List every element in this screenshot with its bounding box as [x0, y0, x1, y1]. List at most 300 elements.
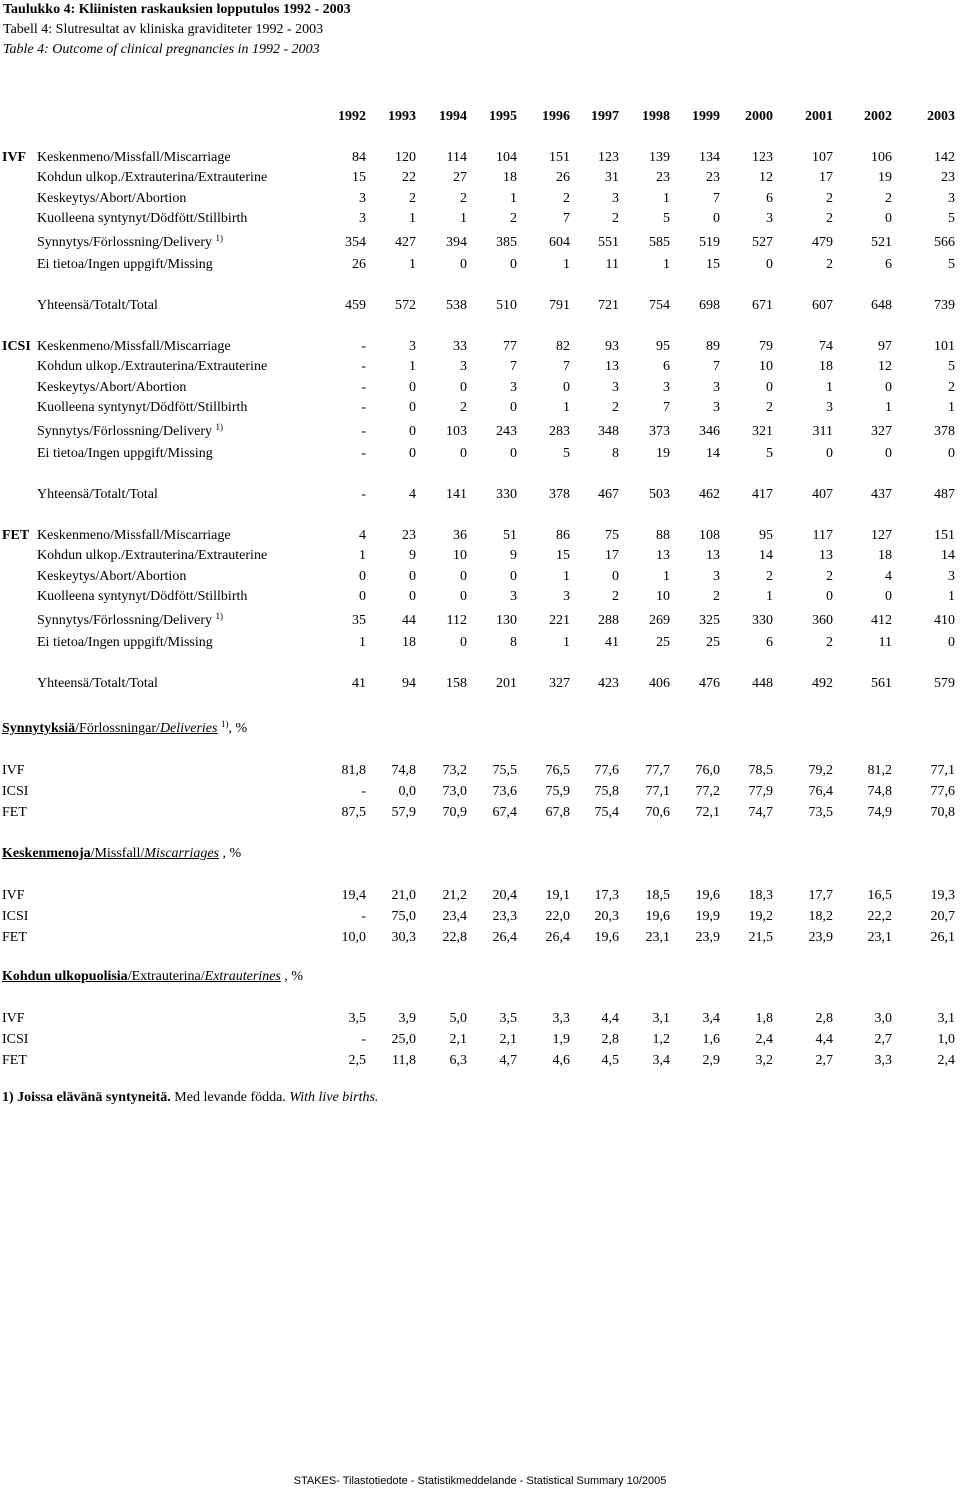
- cell-1992: 0: [359, 589, 366, 604]
- cell-1999: 7: [713, 191, 720, 206]
- row-label-text: Keskeytys/Abort/Abortion: [37, 380, 187, 395]
- cell-1993: 0: [409, 569, 416, 584]
- year-header: 1998: [642, 109, 670, 124]
- percent-row: [0, 1051, 960, 1071]
- cell-1995: 0: [510, 257, 517, 272]
- total-row: [0, 296, 960, 316]
- cell-1992: -: [361, 424, 366, 439]
- percent-cell-2000: 19,2: [748, 909, 773, 924]
- row-label: [37, 168, 267, 188]
- percent-cell-1999: 23,9: [695, 930, 720, 945]
- percent-cell-1996: 76,5: [545, 763, 570, 778]
- percent-cell-1996: 19,1: [545, 888, 570, 903]
- cell-1996: 1: [563, 257, 570, 272]
- cell-1997: 288: [598, 613, 619, 628]
- cell-2001: 0: [826, 589, 833, 604]
- total-cell-1998: 406: [649, 676, 670, 691]
- cell-1998: 95: [656, 339, 670, 354]
- table-row: [0, 209, 960, 229]
- total-cell-2003: 739: [934, 298, 955, 313]
- cell-1998: 3: [663, 380, 670, 395]
- percent-cell-2000: 21,5: [748, 930, 773, 945]
- cell-2000: 12: [759, 170, 773, 185]
- total-cell-1993: 94: [402, 676, 416, 691]
- year-header: 2000: [745, 109, 773, 124]
- cell-2003: 14: [941, 548, 955, 563]
- percent-cell-2002: 74,9: [867, 805, 892, 820]
- percent-cell-1993: 57,9: [391, 805, 416, 820]
- cell-1996: 86: [556, 528, 570, 543]
- cell-1993: 1: [409, 211, 416, 226]
- cell-2003: 142: [934, 150, 955, 165]
- cell-1993: 18: [402, 635, 416, 650]
- cell-1993: 0: [409, 589, 416, 604]
- percent-cell-1998: 77,7: [645, 763, 670, 778]
- cell-1995: 0: [510, 446, 517, 461]
- cell-1994: 394: [446, 235, 467, 250]
- total-cell-2001: 407: [812, 487, 833, 502]
- year-header: 2002: [864, 109, 892, 124]
- percent-cell-1993: 74,8: [391, 763, 416, 778]
- cell-1999: 23: [706, 170, 720, 185]
- cell-1999: 25: [706, 635, 720, 650]
- percent-cell-1998: 1,2: [652, 1032, 670, 1047]
- cell-2000: 527: [752, 235, 773, 250]
- heading-sv: /Extrauterina/: [127, 969, 205, 984]
- percent-cell-1996: 67,8: [545, 805, 570, 820]
- heading-sv: /Förlossningar/: [75, 721, 160, 736]
- cell-2001: 1: [826, 380, 833, 395]
- table-row: [0, 357, 960, 377]
- cell-1992: -: [361, 359, 366, 374]
- cell-1993: 3: [409, 339, 416, 354]
- cell-2003: 0: [948, 635, 955, 650]
- cell-2001: 360: [812, 613, 833, 628]
- cell-1998: 7: [663, 400, 670, 415]
- cell-2001: 2: [826, 635, 833, 650]
- cell-1993: 1: [409, 359, 416, 374]
- footnote-marker: 1): [220, 719, 229, 729]
- cell-1999: 325: [699, 613, 720, 628]
- cell-1997: 3: [612, 380, 619, 395]
- cell-1993: 0: [409, 446, 416, 461]
- table-row: [0, 398, 960, 418]
- percent-cell-1997: 17,3: [594, 888, 619, 903]
- total-label: Yhteensä/Totalt/Total: [37, 487, 158, 502]
- cell-1993: 44: [402, 613, 416, 628]
- cell-1997: 17: [605, 548, 619, 563]
- cell-2002: 11: [878, 635, 892, 650]
- total-cell-2003: 579: [934, 676, 955, 691]
- cell-2000: 2: [766, 569, 773, 584]
- percent-cell-1997: 19,6: [594, 930, 619, 945]
- percent-cell-1998: 23,1: [645, 930, 670, 945]
- cell-2003: 5: [948, 257, 955, 272]
- cell-1996: 1: [563, 569, 570, 584]
- percent-row: [0, 1030, 960, 1050]
- table-row: [0, 633, 960, 653]
- cell-1994: 0: [460, 635, 467, 650]
- row-label-text: Kohdun ulkop./Extrauterina/Extrauterine: [37, 548, 268, 563]
- cell-1995: 77: [503, 339, 517, 354]
- percent-cell-1994: 23,4: [442, 909, 467, 924]
- row-label-text: Keskenmeno/Missfall/Miscarriage: [37, 339, 231, 354]
- percent-cell-1992: -: [361, 909, 366, 924]
- footnote-marker: 1): [215, 611, 224, 621]
- cell-2002: 521: [871, 235, 892, 250]
- row-label-text: Keskeytys/Abort/Abortion: [37, 569, 187, 584]
- cell-2001: 2: [826, 191, 833, 206]
- cell-1995: 18: [503, 170, 517, 185]
- cell-1997: 2: [612, 400, 619, 415]
- percent-cell-1996: 26,4: [545, 930, 570, 945]
- cell-1994: 10: [453, 548, 467, 563]
- year-header: 1996: [542, 109, 570, 124]
- cell-1994: 103: [446, 424, 467, 439]
- cell-1994: 2: [460, 191, 467, 206]
- cell-1992: -: [361, 380, 366, 395]
- cell-1994: 0: [460, 569, 467, 584]
- cell-1999: 0: [713, 211, 720, 226]
- cell-1994: 0: [460, 446, 467, 461]
- cell-2000: 2: [766, 400, 773, 415]
- total-cell-1992: -: [361, 487, 366, 502]
- percent-cell-1999: 1,6: [702, 1032, 720, 1047]
- heading-fi: Keskenmenoja: [2, 846, 91, 861]
- cell-1998: 269: [649, 613, 670, 628]
- table-row: [0, 148, 960, 168]
- cell-1999: 3: [713, 400, 720, 415]
- total-row: [0, 485, 960, 505]
- cell-1999: 15: [706, 257, 720, 272]
- cell-2000: 0: [766, 380, 773, 395]
- cell-1994: 0: [460, 380, 467, 395]
- percent-cell-1993: 25,0: [391, 1032, 416, 1047]
- cell-1996: 0: [563, 380, 570, 395]
- percent-cell-2001: 79,2: [808, 763, 833, 778]
- cell-1993: 23: [402, 528, 416, 543]
- percent-cell-2002: 23,1: [867, 930, 892, 945]
- cell-2001: 2: [826, 257, 833, 272]
- percent-cell-1998: 70,6: [645, 805, 670, 820]
- cell-1992: 1: [359, 548, 366, 563]
- percent-cell-1994: 21,2: [442, 888, 467, 903]
- cell-2001: 2: [826, 569, 833, 584]
- total-cell-1999: 698: [699, 298, 720, 313]
- cell-2003: 378: [934, 424, 955, 439]
- total-cell-1997: 467: [598, 487, 619, 502]
- percent-row-label: ICSI: [2, 784, 29, 799]
- percent-cell-1996: 3,3: [552, 1011, 570, 1026]
- total-cell-1995: 510: [496, 298, 517, 313]
- percent-cell-1993: 75,0: [391, 909, 416, 924]
- cell-1998: 585: [649, 235, 670, 250]
- cell-1996: 221: [549, 613, 570, 628]
- cell-1997: 31: [605, 170, 619, 185]
- total-cell-2003: 487: [934, 487, 955, 502]
- table-title-sv: Tabell 4: Slutresultat av kliniska graviditeter 1992 - 2003: [3, 22, 324, 37]
- row-label-text: Ei tietoa/Ingen uppgift/Missing: [37, 635, 213, 650]
- cell-2003: 3: [948, 191, 955, 206]
- cell-1997: 551: [598, 235, 619, 250]
- percent-cell-2002: 81,2: [867, 763, 892, 778]
- total-cell-1994: 538: [446, 298, 467, 313]
- year-header: 1999: [692, 109, 720, 124]
- percent-cell-2003: 2,4: [937, 1053, 955, 1068]
- percent-cell-1997: 4,4: [601, 1011, 619, 1026]
- cell-2000: 6: [766, 635, 773, 650]
- percent-cell-1992: -: [361, 1032, 366, 1047]
- cell-2000: 0: [766, 257, 773, 272]
- cell-1994: 0: [460, 589, 467, 604]
- cell-2002: 0: [885, 446, 892, 461]
- percent-cell-1995: 20,4: [492, 888, 517, 903]
- cell-1996: 283: [549, 424, 570, 439]
- cell-1997: 93: [605, 339, 619, 354]
- percent-row-label: FET: [2, 1053, 27, 1068]
- cell-2002: 6: [885, 257, 892, 272]
- percent-row-label: ICSI: [2, 1032, 29, 1047]
- percent-section-heading: [2, 967, 303, 987]
- cell-1994: 0: [460, 257, 467, 272]
- total-cell-1993: 4: [409, 487, 416, 502]
- cell-1995: 3: [510, 589, 517, 604]
- percent-cell-1994: 6,3: [449, 1053, 467, 1068]
- cell-1999: 134: [699, 150, 720, 165]
- cell-2002: 0: [885, 589, 892, 604]
- total-cell-1997: 423: [598, 676, 619, 691]
- cell-1994: 27: [453, 170, 467, 185]
- cell-1992: 4: [359, 528, 366, 543]
- percent-cell-1995: 67,4: [492, 805, 517, 820]
- heading-suffix: , %: [280, 969, 304, 984]
- percent-cell-1998: 77,1: [645, 784, 670, 799]
- percent-cell-2003: 1,0: [937, 1032, 955, 1047]
- cell-2000: 10: [759, 359, 773, 374]
- percent-cell-1998: 3,4: [652, 1053, 670, 1068]
- percent-row-label: IVF: [2, 888, 25, 903]
- cell-1993: 22: [402, 170, 416, 185]
- total-cell-1997: 721: [598, 298, 619, 313]
- cell-1997: 13: [605, 359, 619, 374]
- cell-1992: 0: [359, 569, 366, 584]
- total-cell-1992: 459: [345, 298, 366, 313]
- cell-1996: 82: [556, 339, 570, 354]
- group-label: ICSI: [2, 339, 31, 354]
- cell-1997: 8: [612, 446, 619, 461]
- cell-2002: 12: [878, 359, 892, 374]
- percent-cell-1997: 77,6: [594, 763, 619, 778]
- total-cell-1999: 476: [699, 676, 720, 691]
- cell-1996: 2: [563, 191, 570, 206]
- year-header: 2003: [927, 109, 955, 124]
- percent-cell-2003: 19,3: [930, 888, 955, 903]
- percent-cell-2001: 17,7: [808, 888, 833, 903]
- cell-1994: 114: [446, 150, 467, 165]
- row-label: [37, 233, 223, 253]
- percent-section-heading: [2, 719, 247, 739]
- percent-cell-2002: 2,7: [874, 1032, 892, 1047]
- percent-cell-2003: 26,1: [930, 930, 955, 945]
- percent-cell-1995: 3,5: [499, 1011, 517, 1026]
- title-block: [3, 0, 351, 60]
- row-label: [37, 209, 247, 229]
- cell-1992: -: [361, 339, 366, 354]
- table-title-en: Table 4: Outcome of clinical pregnancies in 1992 - 2003: [3, 42, 320, 57]
- cell-2000: 123: [752, 150, 773, 165]
- percent-cell-1999: 2,9: [702, 1053, 720, 1068]
- table-row: [0, 255, 960, 275]
- table-row: [0, 546, 960, 566]
- cell-2001: 2: [826, 211, 833, 226]
- row-label: [37, 337, 231, 357]
- cell-1996: 26: [556, 170, 570, 185]
- cell-1998: 1: [663, 569, 670, 584]
- cell-1992: 26: [352, 257, 366, 272]
- total-cell-2000: 671: [752, 298, 773, 313]
- cell-1997: 348: [598, 424, 619, 439]
- cell-2000: 3: [766, 211, 773, 226]
- cell-1993: 0: [409, 380, 416, 395]
- cell-2003: 101: [934, 339, 955, 354]
- heading-fi: Synnytyksiä: [2, 721, 76, 736]
- cell-2001: 17: [819, 170, 833, 185]
- total-cell-1994: 141: [446, 487, 467, 502]
- row-label-text: Kuolleena syntynyt/Dödfött/Stillbirth: [37, 211, 248, 226]
- cell-2003: 0: [948, 446, 955, 461]
- cell-1992: 3: [359, 191, 366, 206]
- row-label-text: Kuolleena syntynyt/Dödfött/Stillbirth: [37, 400, 248, 415]
- cell-1992: 35: [352, 613, 366, 628]
- table-row: [0, 587, 960, 607]
- cell-2000: 6: [766, 191, 773, 206]
- cell-1998: 88: [656, 528, 670, 543]
- cell-1998: 6: [663, 359, 670, 374]
- cell-1995: 3: [510, 380, 517, 395]
- row-label: [37, 633, 213, 653]
- row-label: [37, 189, 186, 209]
- percent-row-label: IVF: [2, 763, 25, 778]
- percent-cell-2003: 70,8: [930, 805, 955, 820]
- row-label-text: Kohdun ulkop./Extrauterina/Extrauterine: [37, 170, 268, 185]
- heading-en: Miscarriages: [144, 846, 220, 861]
- row-label: [37, 255, 213, 275]
- percent-cell-1996: 75,9: [545, 784, 570, 799]
- cell-2000: 1: [766, 589, 773, 604]
- cell-1995: 8: [510, 635, 517, 650]
- year-header-row: [0, 107, 960, 127]
- cell-1999: 346: [699, 424, 720, 439]
- table-row: [0, 422, 960, 442]
- cell-2001: 3: [826, 400, 833, 415]
- percent-cell-1999: 77,2: [695, 784, 720, 799]
- cell-1999: 519: [699, 235, 720, 250]
- table-row: [0, 378, 960, 398]
- percent-cell-2001: 2,8: [815, 1011, 833, 1026]
- cell-1999: 14: [706, 446, 720, 461]
- cell-2002: 1: [885, 400, 892, 415]
- cell-2001: 74: [819, 339, 833, 354]
- cell-1996: 1: [563, 400, 570, 415]
- row-label: [37, 357, 267, 377]
- cell-1996: 15: [556, 548, 570, 563]
- cell-1997: 2: [612, 211, 619, 226]
- footnote-fi: 1) Joissa elävänä syntyneitä.: [2, 1090, 171, 1105]
- percent-cell-1995: 4,7: [499, 1053, 517, 1068]
- cell-1993: 2: [409, 191, 416, 206]
- total-label: Yhteensä/Totalt/Total: [37, 298, 158, 313]
- table-row: [0, 526, 960, 546]
- row-label-text: Ei tietoa/Ingen uppgift/Missing: [37, 257, 213, 272]
- cell-2003: 23: [941, 170, 955, 185]
- total-cell-1994: 158: [446, 676, 467, 691]
- total-cell-1993: 572: [395, 298, 416, 313]
- cell-1998: 1: [663, 191, 670, 206]
- percent-row: [0, 907, 960, 927]
- page-footer: STAKES- Tilastotiedote - Statistikmeddelande - Statistical Summary 10/2005: [293, 1475, 667, 1487]
- percent-cell-2003: 3,1: [937, 1011, 955, 1026]
- cell-1992: 84: [352, 150, 366, 165]
- row-label-text: Kuolleena syntynyt/Dödfött/Stillbirth: [37, 589, 248, 604]
- total-cell-1996: 378: [549, 487, 570, 502]
- total-cell-1996: 791: [549, 298, 570, 313]
- cell-1997: 75: [605, 528, 619, 543]
- total-label: Yhteensä/Totalt/Total: [37, 676, 158, 691]
- percent-cell-2000: 3,2: [755, 1053, 773, 1068]
- table-title-fi: Taulukko 4: Kliinisten raskauksien lopputulos 1992 - 2003: [3, 2, 351, 17]
- percent-cell-1993: 0,0: [398, 784, 416, 799]
- percent-cell-1995: 2,1: [499, 1032, 517, 1047]
- cell-2003: 1: [948, 589, 955, 604]
- percent-row: [0, 782, 960, 802]
- cell-1994: 2: [460, 400, 467, 415]
- footnote: [2, 1090, 378, 1106]
- percent-cell-1998: 3,1: [652, 1011, 670, 1026]
- total-cell-2000: 417: [752, 487, 773, 502]
- cell-1997: 41: [605, 635, 619, 650]
- cell-1993: 0: [409, 424, 416, 439]
- cell-1996: 151: [549, 150, 570, 165]
- percent-cell-1992: 19,4: [341, 888, 366, 903]
- cell-2002: 0: [885, 380, 892, 395]
- percent-cell-1992: 81,8: [341, 763, 366, 778]
- row-label: [37, 378, 186, 398]
- cell-1995: 385: [496, 235, 517, 250]
- percent-row-label: ICSI: [2, 909, 29, 924]
- cell-1994: 36: [453, 528, 467, 543]
- total-cell-1995: 330: [496, 487, 517, 502]
- percent-cell-2001: 2,7: [815, 1053, 833, 1068]
- footnote-sv: Med levande födda.: [170, 1090, 286, 1105]
- percent-cell-2000: 1,8: [755, 1011, 773, 1026]
- cell-1996: 604: [549, 235, 570, 250]
- percent-cell-1994: 5,0: [449, 1011, 467, 1026]
- percent-cell-1999: 19,6: [695, 888, 720, 903]
- cell-1995: 0: [510, 569, 517, 584]
- percent-cell-1994: 2,1: [449, 1032, 467, 1047]
- heading-en: Extrauterines: [204, 969, 281, 984]
- row-label: [37, 546, 267, 566]
- cell-1999: 89: [706, 339, 720, 354]
- cell-2002: 0: [885, 211, 892, 226]
- total-cell-1996: 327: [549, 676, 570, 691]
- year-header: 2001: [805, 109, 833, 124]
- cell-2001: 117: [812, 528, 833, 543]
- cell-1998: 13: [656, 548, 670, 563]
- row-label-text: Keskenmeno/Missfall/Miscarriage: [37, 150, 231, 165]
- cell-1998: 5: [663, 211, 670, 226]
- row-label: [37, 148, 231, 168]
